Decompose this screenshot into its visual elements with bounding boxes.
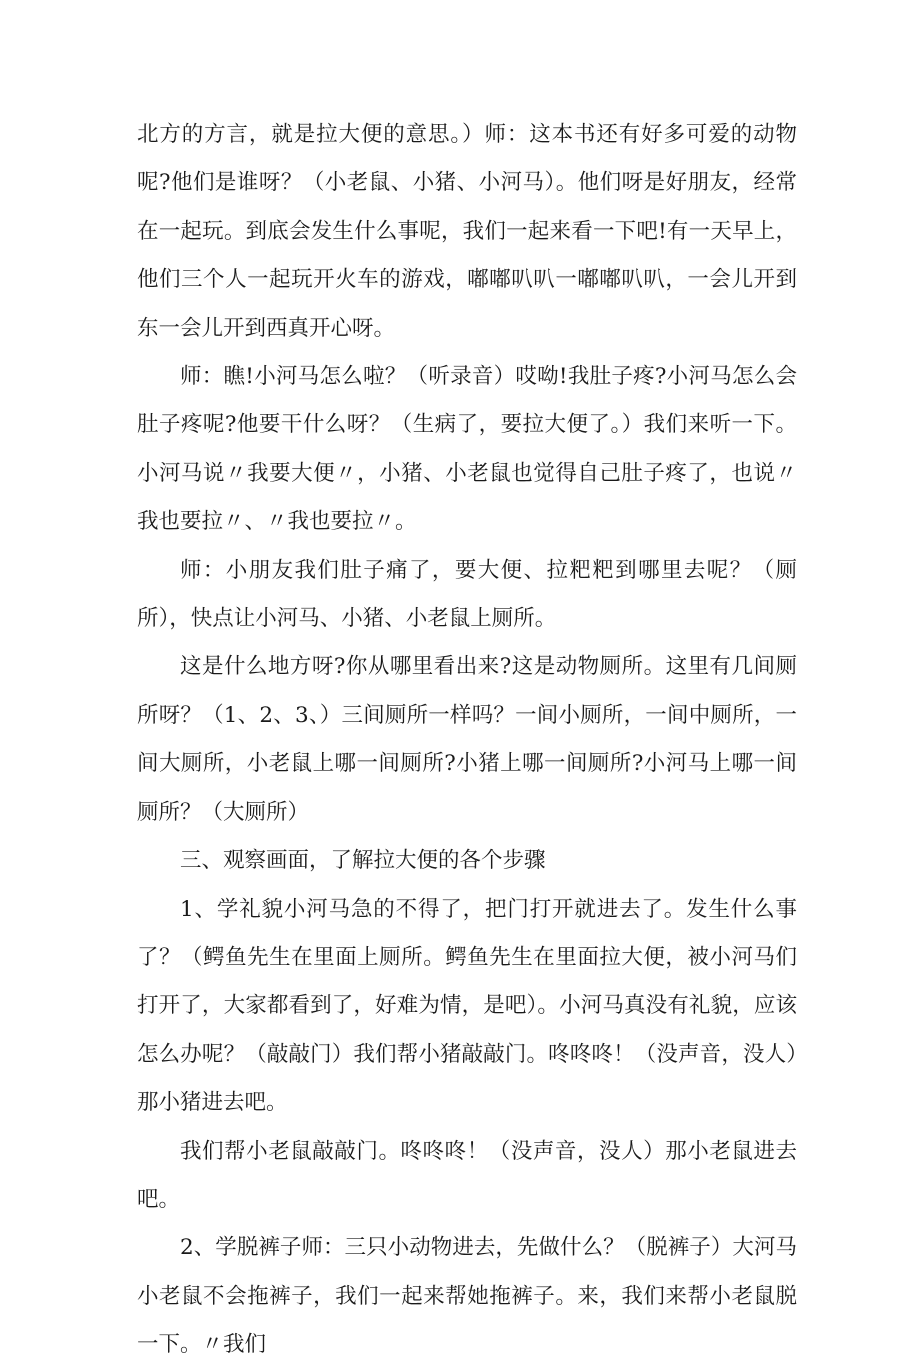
paragraph-3: 师：小朋友我们肚子痛了，要大便、拉粑粑到哪里去呢？（厕所），快点让小河马、小猪、小老鼠上厕所。 xyxy=(137,557,797,632)
paragraph-2: 师：瞧!小河马怎么啦？（听录音）哎呦!我肚子疼?小河马怎么会肚子疼呢?他要干什么呀？（生病了，要拉大便了。）我们来听一下。小河马说〃我要大便〃，小猪、小老鼠也觉得自己肚子疼了，也说〃我也要拉〃、〃我也要拉〃。 xyxy=(137,364,797,535)
document-body xyxy=(137,111,797,1370)
paragraph-4: 这是什么地方呀?你从哪里看出来?这是动物厕所。这里有几间厕所呀？（1、2、3、）三间厕所一样吗？一间小厕所，一间中厕所，一间大厕所，小老鼠上哪一间厕所?小猪上哪一间厕所?小河马上哪一间厕所？（大厕所） xyxy=(137,654,797,825)
paragraph-7: 2、学脱裤子师：三只小动物进去，先做什么？（脱裤子）大河马小老鼠不会拖裤子，我们一起来帮她拖裤子。来，我们来帮小老鼠脱一下。〃我们 xyxy=(137,1235,797,1358)
section-heading-3: 三、观察画面，了解拉大便的各个步骤 xyxy=(180,848,546,874)
paragraph-6: 我们帮小老鼠敲敲门。咚咚咚！（没声音，没人）那小老鼠进去吧。 xyxy=(137,1138,797,1212)
paragraph-1: 北方的方言，就是拉大便的意思。）师：这本书还有好多可爱的动物呢?他们是谁呀？（小老鼠、小猪、小河马）。他们呀是好朋友，经常在一起玩。到底会发生什么事呢，我们一起来看一下吧!有一天早上，他们三个人一起玩开火车的游戏，嘟嘟叭叭一嘟嘟叭叭，一会儿开到东一会儿开到西真开心呀。 xyxy=(137,122,797,341)
paragraph-5: 1、学礼貌小河马急的不得了，把门打开就进去了。发生什么事了？（鳄鱼先生在里面上厕所。鳄鱼先生在里面拉大便，被小河马们打开了，大家都看到了，好难为情，是吧）。小河马真没有礼貌，应该怎么办呢？（敲敲门）我们帮小猪敲敲门。咚咚咚！（没声音，没人）那小猪进去吧。 xyxy=(137,896,797,1116)
